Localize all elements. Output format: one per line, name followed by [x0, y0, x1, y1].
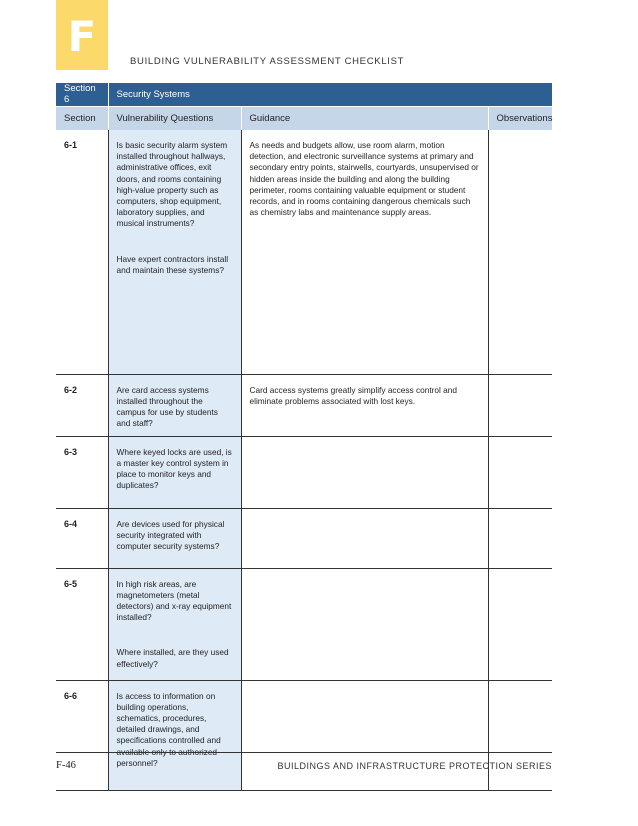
section-band	[56, 83, 552, 106]
row-section: 6-5	[56, 568, 108, 680]
row-observations[interactable]	[488, 436, 552, 508]
row-questions	[108, 436, 241, 508]
section-title: Security Systems	[108, 83, 552, 106]
question-text: Are devices used for physical security integrated with computer security systems?	[116, 518, 225, 551]
table-row	[56, 436, 552, 508]
header-section: Section	[56, 106, 108, 130]
table-row	[56, 374, 552, 436]
row-observations[interactable]	[488, 508, 552, 568]
section-number: Section 6	[56, 83, 108, 106]
row-questions	[108, 680, 241, 790]
table-row	[56, 680, 552, 790]
column-headers	[56, 106, 552, 130]
question-text: In high risk areas, are magnetometers (metal detectors) and x-ray equipment installed?	[116, 578, 232, 623]
table-row	[56, 568, 552, 680]
page-number: F-46	[56, 760, 76, 771]
row-questions	[108, 374, 241, 436]
row-questions	[108, 130, 241, 374]
row-guidance	[241, 508, 488, 568]
row-guidance	[241, 568, 488, 680]
row-guidance: As needs and budgets allow, use room alarm, motion detection, and electronic surveillance systems at primary and secondary entry points, stairwells, courtyards, unsupervised or hidden areas inside the building and along the building perimeter, rooms containing valuable equipment or student records, and in rooms containing dangerous chemicals such as chemistry labs and maintenance supply areas.	[241, 130, 488, 374]
row-section: 6-3	[56, 436, 108, 508]
header-observations: Observations	[488, 106, 552, 130]
header-questions: Vulnerability Questions	[108, 106, 241, 130]
row-questions	[108, 568, 241, 680]
table-row	[56, 130, 552, 374]
appendix-letter: F	[67, 12, 97, 61]
row-section: 6-2	[56, 374, 108, 436]
row-guidance	[241, 680, 488, 790]
appendix-tab	[56, 0, 108, 70]
footer-rule	[56, 752, 552, 753]
row-observations[interactable]	[488, 374, 552, 436]
series-title: BUILDINGS AND INFRASTRUCTURE PROTECTION SERIES	[277, 761, 552, 771]
row-questions	[108, 508, 241, 568]
row-guidance: Card access systems greatly simplify access control and eliminate problems associated with lost keys.	[241, 374, 488, 436]
question-text: Have expert contractors install and maintain these systems?	[116, 253, 229, 275]
row-section: 6-6	[56, 680, 108, 790]
question-text: Where installed, are they used effectively?	[116, 647, 229, 669]
checklist-table	[56, 83, 552, 791]
row-section: 6-1	[56, 130, 108, 374]
question-text: Is basic security alarm system installed throughout hallways, administrative offices, exit doors, and rooms containing high-value property such as computers, shop equipment, laboratory supplies, and musical instruments?	[116, 140, 228, 229]
row-observations[interactable]	[488, 130, 552, 374]
running-title: BUILDING VULNERABILITY ASSESSMENT CHECKLIST	[130, 56, 405, 67]
table-row	[56, 508, 552, 568]
row-guidance	[241, 436, 488, 508]
row-observations[interactable]	[488, 680, 552, 790]
row-observations[interactable]	[488, 568, 552, 680]
question-text: Where keyed locks are used, is a master key control system in place to monitor keys and duplicates?	[116, 446, 232, 491]
question-text: Is access to information on building operations, schematics, procedures, detailed drawings, and specifications controlled and available only to authorized personnel?	[116, 690, 221, 768]
header-guidance: Guidance	[241, 106, 488, 130]
question-text: Are card access systems installed throughout the campus for use by students and staff?	[116, 384, 218, 429]
row-section: 6-4	[56, 508, 108, 568]
